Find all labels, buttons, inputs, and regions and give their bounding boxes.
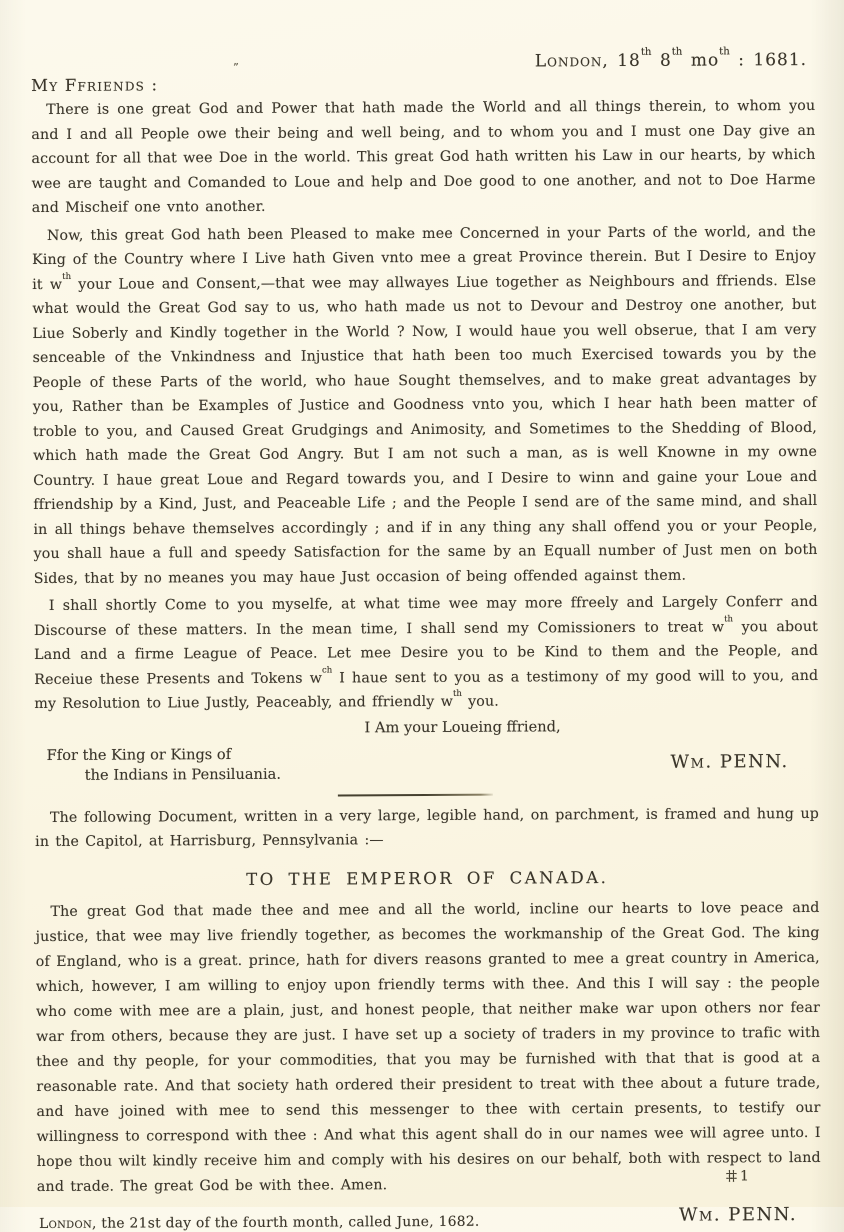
editor-note: The following Document, written in a very large, legible hand, on parchment, is framed and hung up in the Capitol, at Harrisburg, Pennsylvania :— [35, 805, 820, 851]
farewell-line-2: the Indians in Pensiluania. [84, 765, 281, 784]
letter1-farewell-from [47, 744, 281, 785]
scanned-letter-page [0, 46, 844, 1232]
scan-speck: ” [233, 60, 239, 74]
letter1-paragraph-2: Now, this great God hath been Pleased to make mee Concerned in your Parts of the world, and the King of the Country where I Live hath Given vnto mee a great Province therein. But I Desire to Enjoy it $w^{th}$ your Loue and Consent,—that wee may allwayes Liue together as Neighbours and ffriends. Else what would the Great God say to us, who hath made us not to Devour and Destroy one another, but Liue Soberly and Kindly together in the World ? Now, I would haue you well obserue, that I am very senceable of the Vnkindness and Injustice that hath been too much Exercised towards you by the People of these Parts of the world, who haue Sought themselves, and to make great advantages by you, Rather than be Examples of Justice and Goodness vnto you, which I hear hath been matter of troble to you, and Caused Great Grudgings and Animosity, and Sometimes to the Shedding of Blood, which hath made the Great God Angry. But I am not such a man, as is well Knowne in my owne Country. I haue great Loue and Regard towards you, and I Desire to winn and gaine your Loue and ffriendship by a Kind, Just, and Peaceable Life ; and the People I send are of the same mind, and shall in all things behave themselves accordingly ; and if in any thing any shall offend you or your People, you shall haue a full and speedy Satisfaction for the same by an Equall number of Just men on both Sides, that by no meanes you may haue Just occasion of being offended against them. [32, 223, 818, 587]
page-content [0, 46, 844, 1232]
letter1-dateline: London, 18th 8th $mo^{th}$ : 1681. [534, 46, 808, 72]
letter1-signature: Wm. PENN. [670, 751, 789, 773]
letter1-farewell-block [35, 741, 819, 785]
letter1-closing: I Am your Loueing ffriend, [364, 717, 561, 736]
section-divider [337, 793, 492, 796]
letter2-heading: TO THE EMPEROR OF CANADA. [246, 867, 609, 889]
letter1-paragraph-3: I shall shortly Come to you myselfe, at what time wee may more ffreely and Largely Conferr and Discourse of these matters. In the mean time, I shall send my Comissioners to treat $w^{th}$ you about Land and a firme League of Peace. Let mee Desire you to be Kind to them and the People, and Receiue these Presents and Tokens $w^{ch}$ I haue sent to you as a testimony of my good will to you, and my Resolution to Liue Justly, Peaceably, and ffriendly $w^{th}$ you. [33, 593, 819, 713]
letter2-dateline: London, the 21st day of the fourth month, called June, 1682. [39, 1213, 480, 1232]
letter1-paragraph-1: There is one great God and Power that hath made the World and all things therein, to whom you and I and all People owe their being and well being, and to whom you and I must one Day give an account for all that wee Doe in the world. This great God hath written his Law in our hearts, by which wee are taught and Comanded to Loue and help and Doe good to one another, and not to Doe Harme and Mischeif one vnto another. [31, 97, 816, 217]
farewell-line-1: Ffor the King or Kings of [46, 745, 232, 764]
signature-number: 1 [739, 1168, 751, 1185]
page-signature-mark [726, 1168, 751, 1184]
letter2-signature: Wm. PENN. [678, 1203, 798, 1226]
double-dagger-mark: ‡‡ [725, 1168, 734, 1185]
letter1-salutation: My Ffriends : [31, 75, 159, 96]
letter2-footer [37, 1203, 821, 1231]
letter2-body: The great God that made thee and mee and all the world, incline our hearts to love peace and justice, that wee may live friendly together, as becomes the workmanship of the Great God. The king of England, who is a great. prince, hath for divers reasons granted to mee a great country in America, which, however, I am willing to enjoy upon friendly terms with thee. And this I will say : the people who come with mee are a plain, just, and honest people, that neither make war upon others nor fear war from others, because they are just. I have set up a society of traders in my province to trafic with thee and thy people, for your commodities, that you may be furnished with that that is good at a reasonable rate. And that society hath ordered their president to treat with thee about a future trade, and have joined with mee to send this messenger to thee with certain presents, to testify our willingness to correspond with thee : And what this agent shall do in our names wee will agree unto. I hope thou wilt kindly receive him and comply with his desires on our behalf, both with respect to land and trade. The great God be with thee. Amen. [35, 899, 821, 1195]
